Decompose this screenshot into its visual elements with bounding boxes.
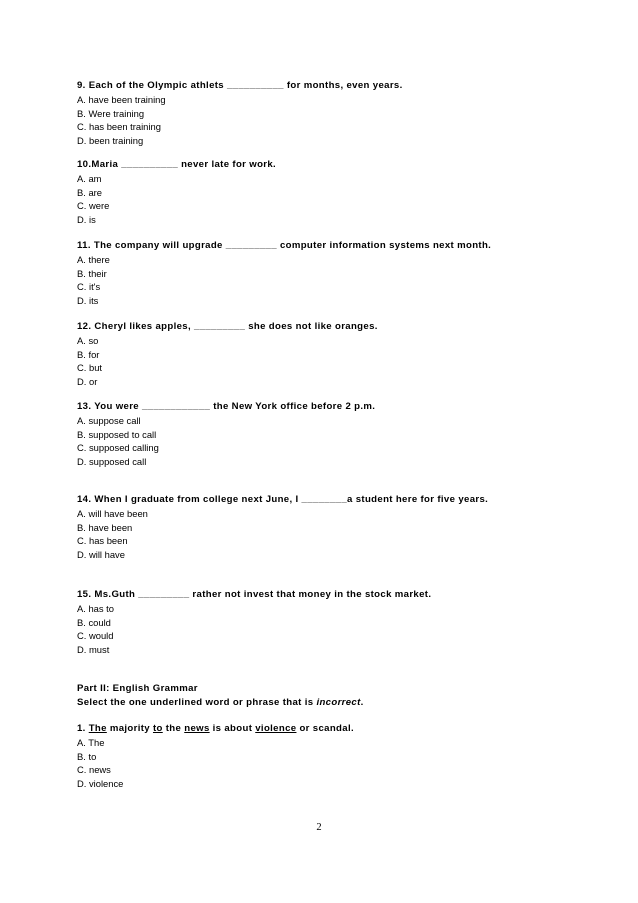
option-b: B. to <box>77 750 97 762</box>
part-2-header <box>77 682 577 710</box>
underlined-phrase: to <box>152 723 163 734</box>
question-text: 10.Maria __________ never late for work. <box>77 159 277 170</box>
question-text: 14. When I graduate from college next June, I ________a student here for five years. <box>77 494 489 505</box>
instruction-text: Select the one underlined word or phrase that is <box>77 697 317 708</box>
option-b: B. have been <box>77 521 133 533</box>
question-fragment: is about <box>209 723 256 734</box>
option-d: D. or <box>77 375 98 387</box>
option-c: C. it's <box>77 281 101 293</box>
option-d: D. its <box>77 294 99 306</box>
option-b: B. for <box>77 348 100 360</box>
option-a: A. have been training <box>77 94 166 105</box>
question-fragment: the <box>162 723 185 734</box>
option-b: B. Were training <box>77 107 145 119</box>
question-fragment: or scandal. <box>296 723 354 734</box>
underlined-phrase: The <box>88 723 107 734</box>
option-a: A. will have been <box>77 508 148 519</box>
option-b: B. supposed to call <box>77 428 157 440</box>
option-a: A. there <box>77 254 110 265</box>
option-d: D. will have <box>77 548 125 560</box>
option-d: D. is <box>77 213 96 225</box>
question-text: 13. You were ____________ the New York office before 2 p.m. <box>77 401 376 412</box>
question-text: 12. Cheryl likes apples, _________ she does not like oranges. <box>77 321 378 332</box>
option-c: C. supposed calling <box>77 442 159 454</box>
option-d: D. must <box>77 643 110 655</box>
option-c: C. were <box>77 200 110 212</box>
instruction-period: . <box>360 697 364 708</box>
question-fragment: majority <box>106 723 153 734</box>
question-text: 11. The company will upgrade _________ computer information systems next month. <box>77 240 492 251</box>
option-c: C. news <box>77 764 111 776</box>
option-a: A. so <box>77 335 99 346</box>
option-d: D. been training <box>77 134 144 146</box>
question-15 <box>77 588 577 656</box>
option-c: C. has been <box>77 535 128 547</box>
option-c: C. but <box>77 362 103 374</box>
option-d: D. supposed call <box>77 455 147 467</box>
option-b: B. are <box>77 186 103 198</box>
option-a: A. has to <box>77 603 115 614</box>
option-b: B. their <box>77 267 107 279</box>
option-c: C. has been training <box>77 121 161 133</box>
question-11 <box>77 239 577 307</box>
question-14 <box>77 493 577 561</box>
part-2-question-1 <box>77 722 577 790</box>
question-text <box>77 722 577 736</box>
option-a: A. The <box>77 737 105 748</box>
question-text: 9. Each of the Olympic athlets __________ for months, even years. <box>77 80 403 91</box>
question-text: 15. Ms.Guth _________ rather not invest that money in the stock market. <box>77 589 432 600</box>
option-b: B. could <box>77 616 111 628</box>
section-instruction <box>77 696 577 710</box>
option-a: A. am <box>77 173 102 184</box>
underlined-phrase: violence <box>255 723 297 734</box>
question-12 <box>77 320 577 388</box>
section-heading: Part II: English Grammar <box>77 683 198 694</box>
question-fragment: 1. <box>77 723 89 734</box>
question-13 <box>77 400 577 468</box>
option-a: A. suppose call <box>77 415 141 426</box>
option-d: D. violence <box>77 777 124 789</box>
question-10 <box>77 158 577 226</box>
question-9 <box>77 79 577 147</box>
underlined-phrase: news <box>184 723 210 734</box>
option-c: C. would <box>77 630 114 642</box>
instruction-emphasis: incorrect <box>316 697 361 708</box>
page-number: 2 <box>316 822 322 833</box>
